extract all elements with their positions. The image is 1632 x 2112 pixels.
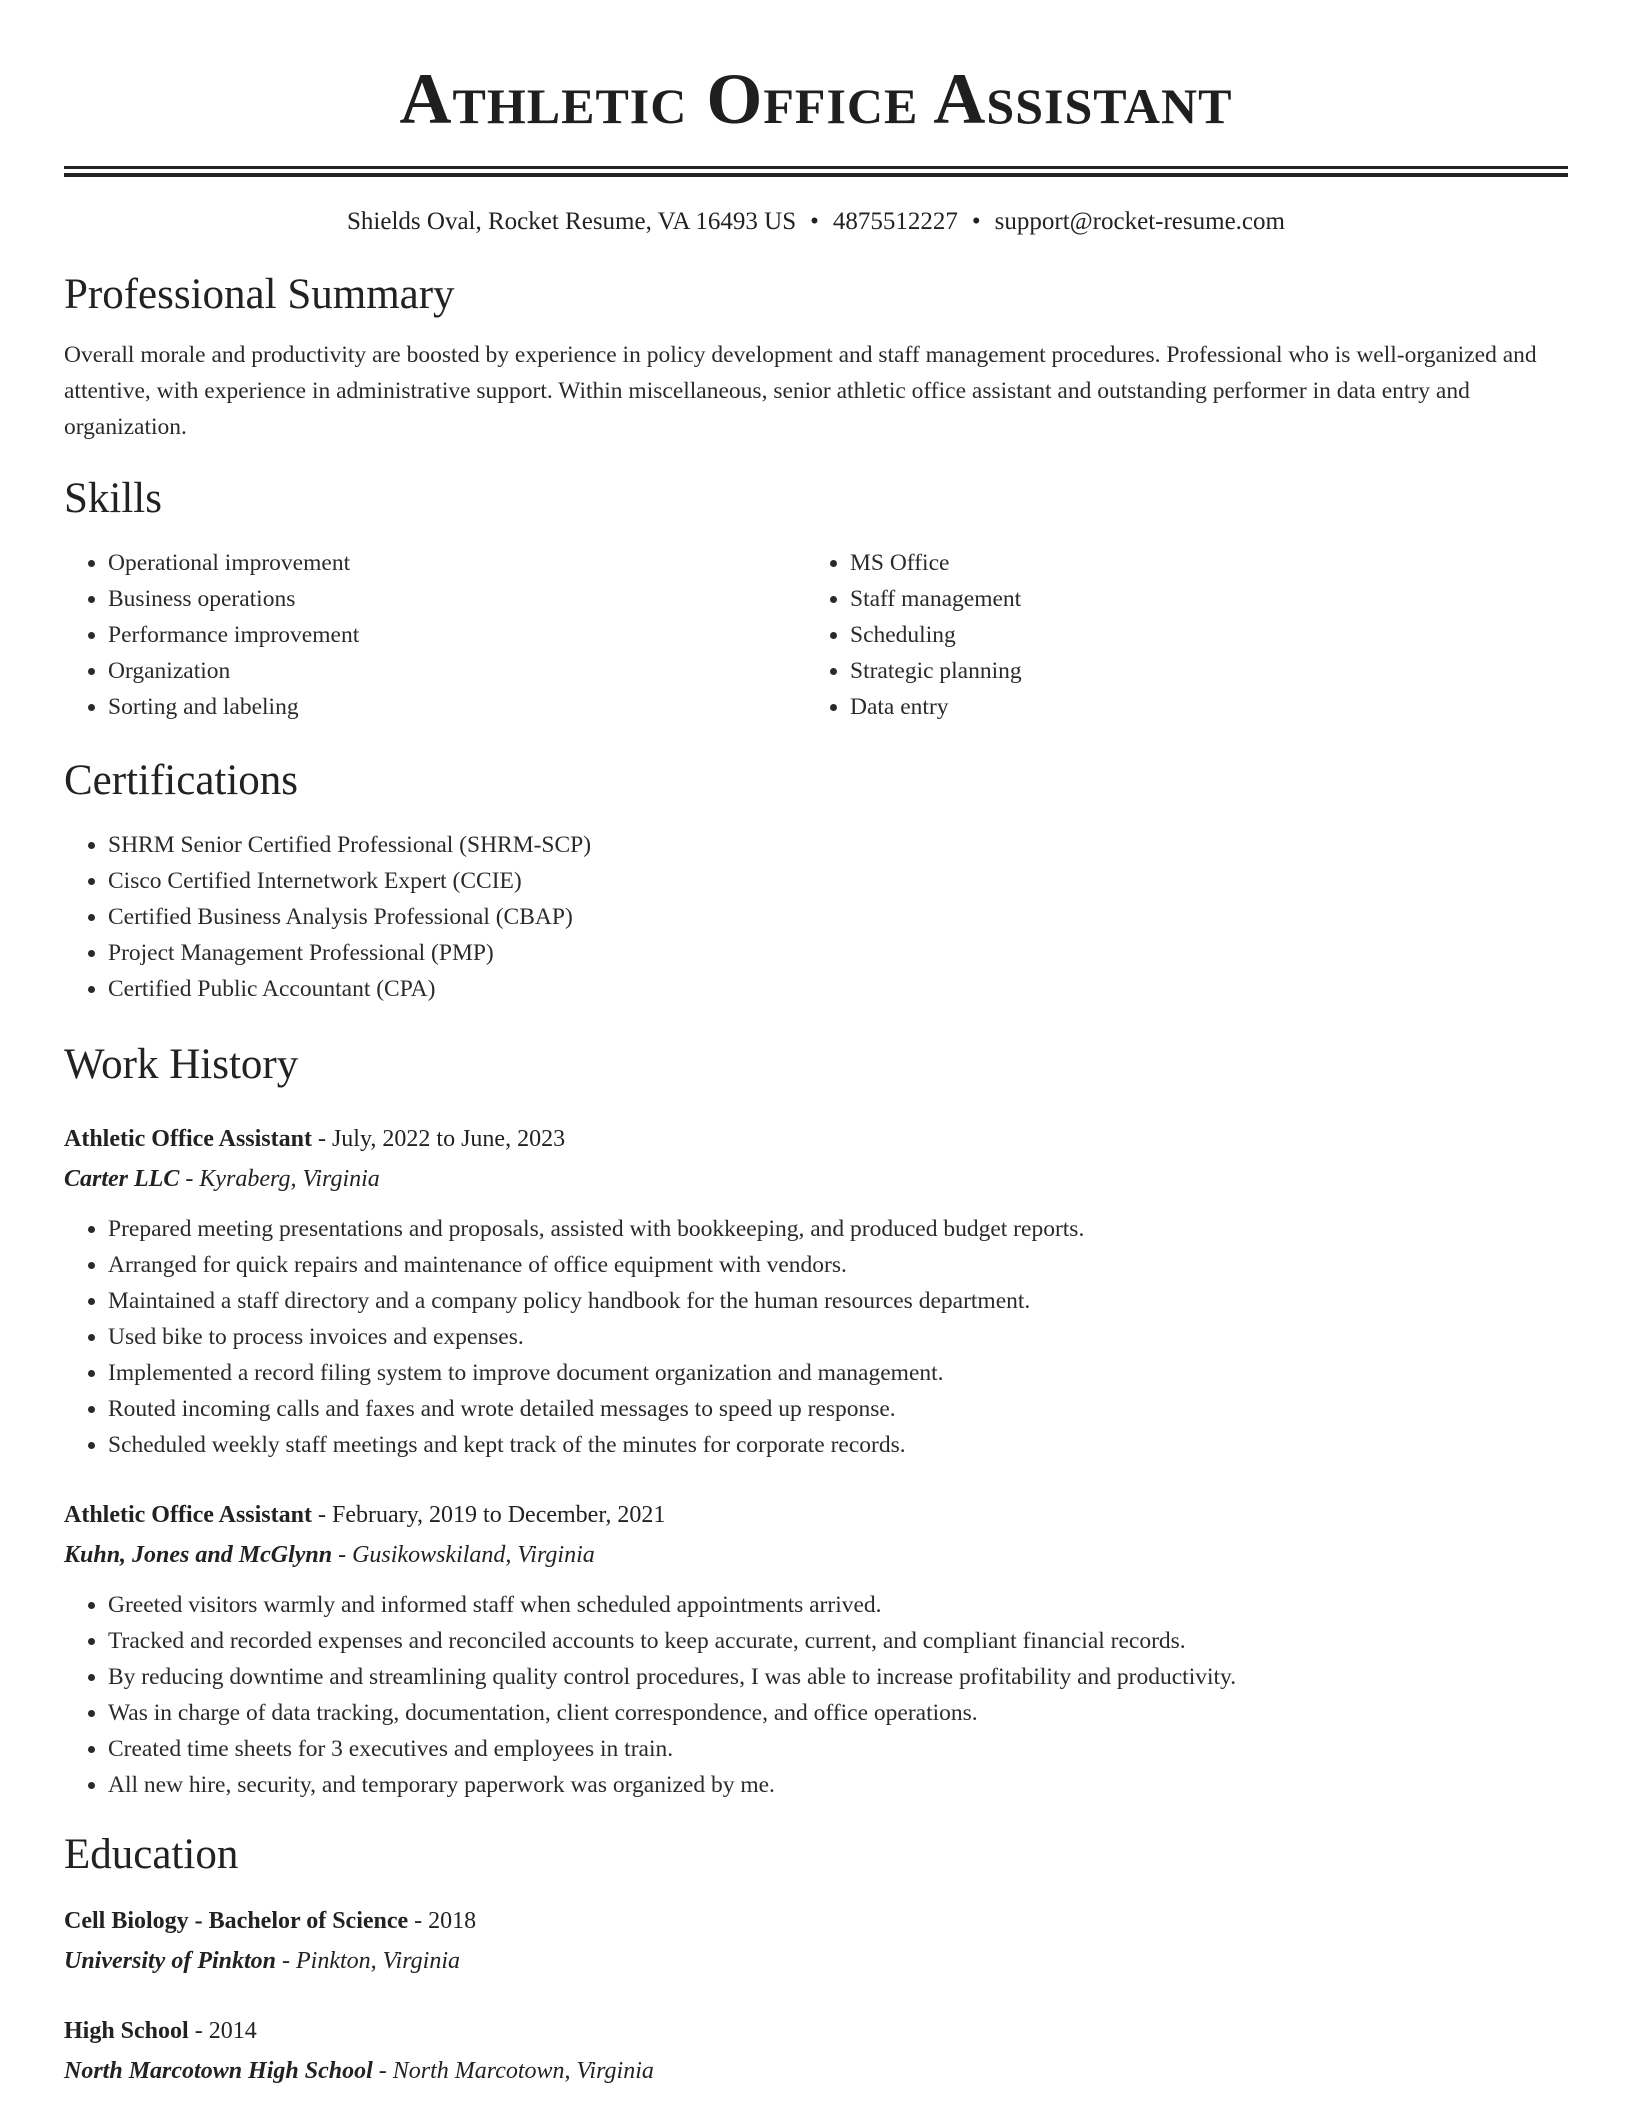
certification-item: • Cisco Certified Internetwork Expert (CCIE) xyxy=(108,863,1568,899)
job-dates: February, 2019 to December, 2021 xyxy=(331,1502,666,1528)
skills-list-left xyxy=(64,545,806,725)
job-employer: Carter LLC - Kyraberg, Virginia xyxy=(64,1166,380,1192)
contact-address: Shields Oval, Rocket Resume, VA 16493 US xyxy=(347,208,797,235)
job-duty: • Arranged for quick repairs and maintenance of office equipment with vendors. xyxy=(108,1247,1568,1283)
skill-item: • Operational improvement xyxy=(108,545,806,581)
skill-item: • Performance improvement xyxy=(108,617,806,653)
contact-line xyxy=(64,205,1568,239)
job-duty: • Was in charge of data tracking, documentation, client correspondence, and office operations. xyxy=(108,1695,1568,1731)
job-title: Athletic Office Assistant xyxy=(64,1126,312,1152)
job-duty: • By reducing downtime and streamlining quality control procedures, I was able to increase profitability and productivity. xyxy=(108,1659,1568,1695)
job-duties-list xyxy=(64,1587,1568,1803)
education-school-line: University of Pinkton - Pinkton, Virginia xyxy=(64,1948,460,1974)
job-duty: • Greeted visitors warmly and informed staff when scheduled appointments arrived. xyxy=(108,1587,1568,1623)
job-duties-list xyxy=(64,1211,1568,1463)
job-dates: July, 2022 to June, 2023 xyxy=(331,1126,566,1152)
job-duty: • Created time sheets for 3 executives and employees in train. xyxy=(108,1731,1568,1767)
education-entry xyxy=(64,1901,1568,1981)
summary-text: Overall morale and productivity are boosted by experience in policy development and staff management procedures. Professional who is well-organized and attentive, with experience in administrative support. Within miscellaneous, senior athletic office assistant and outstanding performer in data entry and organization. xyxy=(64,342,1537,440)
job-employer: Kuhn, Jones and McGlynn - Gusikowskiland, Virginia xyxy=(64,1542,595,1568)
skill-item: • Sorting and labeling xyxy=(108,689,806,725)
job-duty: • Scheduled weekly staff meetings and kept track of the minutes for corporate records. xyxy=(108,1427,1568,1463)
certifications-list xyxy=(64,827,1568,1007)
skill-item: • MS Office xyxy=(850,545,1548,581)
contact-separator: • xyxy=(971,208,981,235)
job-entry xyxy=(64,1119,1568,1463)
education-year: 2018 xyxy=(428,1908,477,1934)
certifications-heading: Certifications xyxy=(64,757,299,804)
job-location: Gusikowskiland, Virginia xyxy=(352,1542,595,1568)
certification-item: • SHRM Senior Certified Professional (SHRM-SCP) xyxy=(108,827,1568,863)
contact-separator: • xyxy=(810,208,819,235)
certification-item: • Certified Business Analysis Professional (CBAP) xyxy=(108,899,1568,935)
certification-item: • Certified Public Accountant (CPA) xyxy=(108,971,1568,1007)
job-entry xyxy=(64,1495,1568,1803)
education-degree: Cell Biology - Bachelor of Science xyxy=(64,1908,409,1934)
education-location: North Marcotown, Virginia xyxy=(392,2058,654,2084)
skills-heading: Skills xyxy=(64,475,162,522)
skills-list-right xyxy=(806,545,1548,725)
skill-item: • Staff management xyxy=(850,581,1548,617)
skill-item: • Scheduling xyxy=(850,617,1548,653)
education-school: University of Pinkton xyxy=(64,1948,277,1974)
education-school-line: North Marcotown High School - North Marcotown, Virginia xyxy=(64,2058,654,2084)
education-header: Cell Biology - Bachelor of Science - 2018 xyxy=(64,1908,477,1934)
work-history-heading: Work History xyxy=(64,1041,299,1088)
resume-name: Athletic Office Assistant xyxy=(399,59,1233,139)
contact-email: support@rocket-resume.com xyxy=(994,208,1285,235)
education-entry xyxy=(64,2011,1568,2091)
skill-item: • Strategic planning xyxy=(850,653,1548,689)
education-school: North Marcotown High School xyxy=(64,2058,373,2084)
job-duty: • Routed incoming calls and faxes and wrote detailed messages to speed up response. xyxy=(108,1391,1568,1427)
job-title: Athletic Office Assistant xyxy=(64,1502,312,1528)
contact-phone: 4875512227 xyxy=(832,208,958,235)
summary-heading: Professional Summary xyxy=(64,271,455,318)
job-duty: • Used bike to process invoices and expenses. xyxy=(108,1319,1568,1355)
job-company: Carter LLC xyxy=(64,1166,180,1192)
education-heading: Education xyxy=(64,1831,239,1878)
skills-grid xyxy=(64,545,1568,725)
job-duty: • Prepared meeting presentations and proposals, assisted with bookkeeping, and produced budget reports. xyxy=(108,1211,1568,1247)
education-header: High School - 2014 xyxy=(64,2018,257,2044)
certification-item: • Project Management Professional (PMP) xyxy=(108,935,1568,971)
education-year: 2014 xyxy=(208,2018,257,2044)
job-company: Kuhn, Jones and McGlynn xyxy=(64,1542,333,1568)
skill-item: • Data entry xyxy=(850,689,1548,725)
job-duty: • Maintained a staff directory and a company policy handbook for the human resources department. xyxy=(108,1283,1568,1319)
job-duty: • All new hire, security, and temporary paperwork was organized by me. xyxy=(108,1767,1568,1803)
skill-item: • Organization xyxy=(108,653,806,689)
job-header: Athletic Office Assistant - July, 2022 to June, 2023 xyxy=(64,1126,566,1152)
skills-column-right xyxy=(806,545,1548,725)
job-header: Athletic Office Assistant - February, 2019 to December, 2021 xyxy=(64,1502,666,1528)
skill-item: • Business operations xyxy=(108,581,806,617)
header-divider xyxy=(64,166,1568,177)
education-degree: High School xyxy=(64,2018,189,2044)
job-duty: • Implemented a record filing system to improve document organization and management. xyxy=(108,1355,1568,1391)
skills-column-left xyxy=(64,545,806,725)
job-duty: • Tracked and recorded expenses and reconciled accounts to keep accurate, current, and compliant financial records. xyxy=(108,1623,1568,1659)
education-location: Pinkton, Virginia xyxy=(296,1948,460,1974)
job-location: Kyraberg, Virginia xyxy=(199,1166,380,1192)
